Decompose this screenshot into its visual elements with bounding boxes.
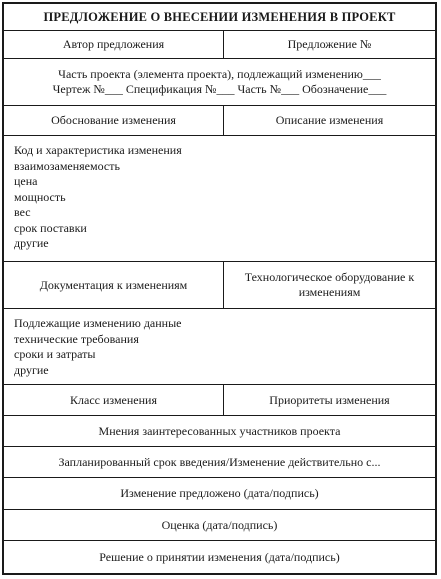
proposed-by-row (4, 478, 435, 510)
stakeholders-row (4, 416, 435, 447)
project-part-field[interactable] (4, 59, 435, 105)
change-code-item: мощность (14, 189, 66, 204)
change-class-field[interactable]: Класс изменения (70, 392, 157, 407)
form-title-row (4, 4, 435, 31)
change-priorities-field[interactable]: Приоритеты изменения (223, 385, 435, 415)
affected-data-item: другие (14, 362, 49, 377)
form-title: ПРЕДЛОЖЕНИЕ О ВНЕСЕНИИ ИЗМЕНЕНИЯ В ПРОЕКТ (43, 9, 396, 24)
proposed-by-field[interactable]: Изменение предложено (дата/подпись) (120, 486, 319, 500)
author-field[interactable]: Автор предложения (62, 37, 165, 51)
change-code-item: взаимозаменяемость (14, 158, 120, 173)
affected-data-item: сроки и затраты (14, 347, 96, 361)
class-row (4, 385, 435, 416)
decision-row (4, 541, 435, 573)
affected-data-row (4, 309, 435, 385)
decision-field[interactable]: Решение о принятии изменения (дата/подпись) (99, 549, 340, 564)
change-code-heading: Код и характеристика изменения (14, 143, 182, 157)
drawing-line-label: Чертеж №___ Спецификация №___ Часть №___ Обозначение___ (52, 82, 387, 96)
stakeholder-opinions-field[interactable]: Мнения заинтересованных участников проекта (98, 423, 341, 438)
equipment-field[interactable]: Технологическое оборудование к изменениям (223, 262, 435, 308)
affected-data-block[interactable] (4, 309, 435, 384)
change-code-block[interactable] (4, 136, 435, 261)
affected-data-heading: Подлежащие изменению данные (14, 316, 182, 330)
evaluation-field[interactable]: Оценка (дата/подпись) (161, 517, 278, 532)
change-code-item: цена (14, 174, 38, 188)
documentation-field[interactable]: Документация к изменениям (39, 277, 188, 292)
planned-date-field[interactable]: Запланированный срок введения/Изменение действительно с... (58, 454, 381, 469)
change-proposal-form (2, 2, 437, 575)
justification-row (4, 106, 435, 136)
evaluation-row (4, 510, 435, 541)
affected-data-item: технические требования (14, 331, 139, 346)
project-part-row (4, 59, 435, 106)
change-code-row (4, 136, 435, 262)
description-field[interactable]: Описание изменения (223, 106, 435, 135)
change-code-item: срок поставки (14, 220, 87, 235)
author-row (4, 31, 435, 59)
proposal-number-field[interactable]: Предложение № (223, 31, 435, 58)
change-code-item: другие (14, 236, 49, 250)
planned-date-row (4, 447, 435, 478)
documentation-row (4, 262, 435, 309)
change-code-item: вес (14, 205, 31, 219)
justification-field[interactable]: Обоснование изменения (51, 113, 176, 127)
project-part-label: Часть проекта (элемента проекта), подлежащий изменению___ (58, 67, 381, 81)
